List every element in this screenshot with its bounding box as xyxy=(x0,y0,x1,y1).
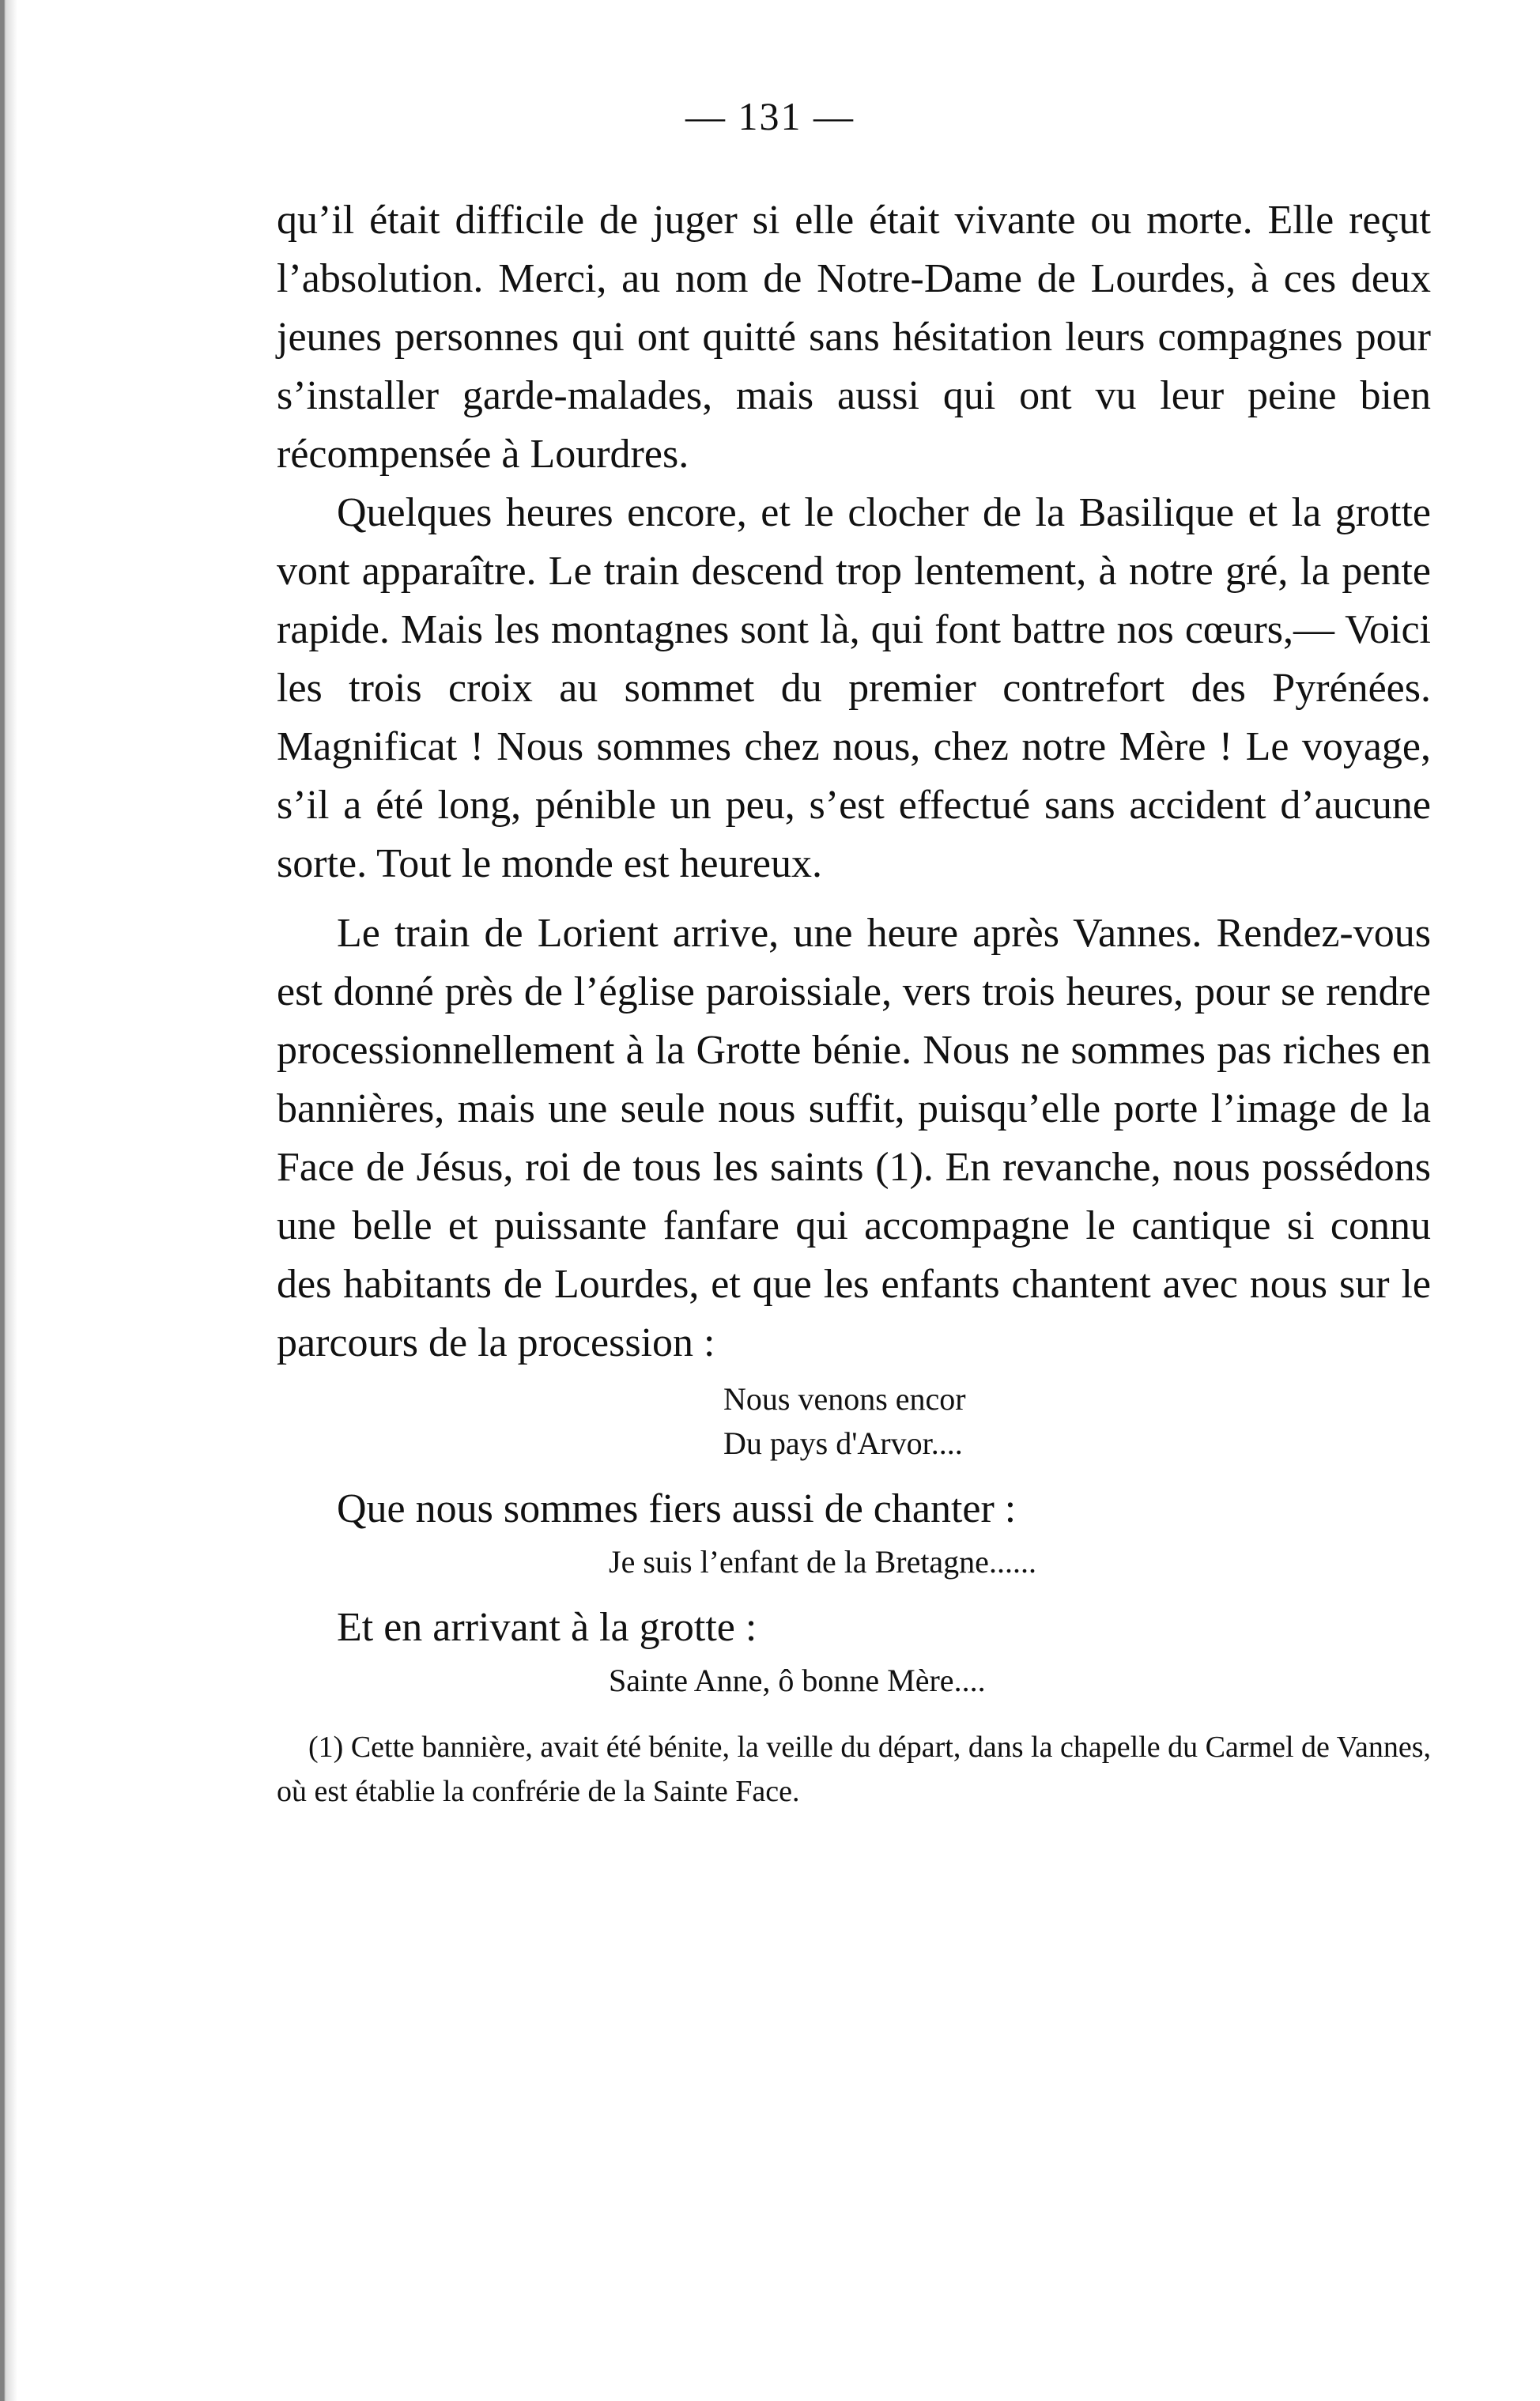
verse-intro-2: Que nous sommes fiers aussi de chanter : xyxy=(337,1486,1017,1531)
verse-quote-1 xyxy=(277,1377,1431,1466)
verse-quote-3: Sainte Anne, ô bonne Mère.... xyxy=(609,1663,986,1698)
paragraph-2: Quelques heures encore, et le clocher de la Basilique et la grotte vont apparaître. Le train descend trop lentement, à notre gré, la pente rapide. Mais les montagnes sont là, qui font battre nos cœurs,— Voici les trois croix au sommet du premier contrefort des Pyrénées. Magnificat ! Nous sommes chez nous, chez notre Mère ! Le voyage, s’il a été long, pénible un peu, s’est effectué sans accident d’aucune sorte. Tout le monde est heureux. xyxy=(277,490,1431,886)
paragraph-1: qu’il était difficile de juger si elle était vivante ou morte. Elle reçut l’absolution. Merci, au nom de Notre-Dame de Lourdes, à ces deux jeunes personnes qui ont quitté sans hésitation leurs compagnes pour s’installer garde-malades, mais aussi qui ont vu leur peine bien récompensée à Lourdres. xyxy=(277,198,1431,477)
verse-line: Nous venons encor xyxy=(723,1381,966,1417)
page-body xyxy=(277,191,1431,1814)
page-binding-edge xyxy=(0,0,17,2401)
footnote: (1) Cette bannière, avait été bénite, la veille du départ, dans la chapelle du Carmel de Vannes, où est établie la confrérie de la Sainte Face. xyxy=(277,1731,1431,1808)
page-number: — 131 — xyxy=(685,94,855,138)
verse-intro-3: Et en arrivant à la grotte : xyxy=(337,1605,757,1650)
paragraph-3: Le train de Lorient arrive, une heure après Vannes. Rendez-vous est donné près de l’église paroissiale, vers trois heures, pour se rendre processionnellement à la Grotte bénie. Nous ne sommes pas riches en bannières, mais une seule nous suffit, puisqu’elle porte l’image de la Face de Jésus, roi de tous les saints (1). En revanche, nous possédons une belle et puissante fanfare qui accompagne le cantique si connu des habitants de Lourdes, et que les enfants chantent avec nous sur le parcours de la procession : xyxy=(277,911,1431,1365)
verse-quote-2: Je suis l’enfant de la Bretagne...... xyxy=(609,1544,1036,1580)
verse-line: Du pays d'Arvor.... xyxy=(723,1425,963,1461)
